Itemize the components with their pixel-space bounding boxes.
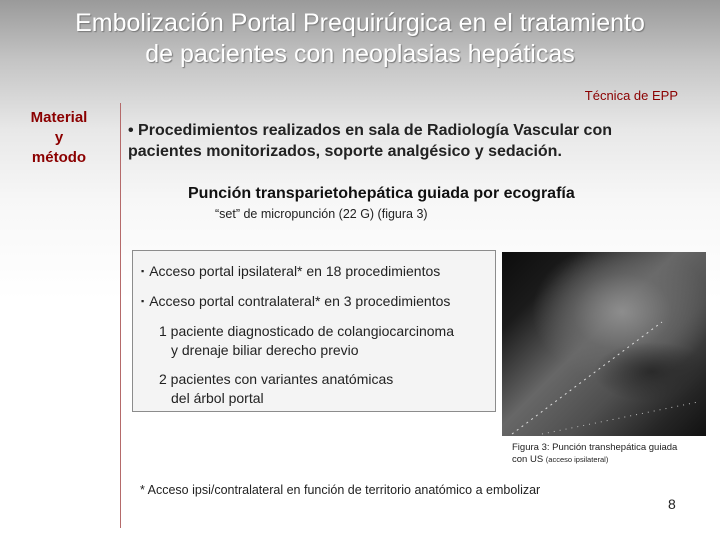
- page-number: 8: [668, 496, 676, 512]
- vertical-divider: [120, 103, 121, 528]
- sidebar-line-3: método: [31, 149, 87, 166]
- sidebar-label: [14, 108, 104, 168]
- ultrasound-image: [502, 252, 706, 436]
- sub-item-1-line-1: 1 paciente diagnosticado de colangiocarcinoma: [159, 323, 454, 339]
- set-text: “set” de micropunción (22 G) (figura 3): [215, 207, 428, 221]
- needle-track: [512, 322, 662, 434]
- sub-item-2-line-2: del árbol portal: [171, 390, 264, 406]
- bullet-ipsilateral: [141, 263, 440, 279]
- intro-paragraph: • Procedimientos realizados en sala de Radiología Vascular con pacientes monitorizados, soporte analgésico y sedación.: [128, 122, 612, 160]
- access-summary-box: [132, 250, 496, 412]
- title-line-1: Embolización Portal Prequirúrgica en el tratamiento: [75, 9, 645, 37]
- section-subtitle: Técnica de EPP: [584, 88, 678, 103]
- bullet-ipsilateral-text: Acceso portal ipsilateral* en 18 procedimientos: [149, 263, 441, 279]
- caption-line-2: con US: [512, 454, 544, 465]
- title-line-2: de pacientes con neoplasias hepáticas: [145, 40, 575, 68]
- caption-line-1: Figura 3: Punción transhepática guiada: [512, 442, 678, 453]
- section-heading: Punción transparietohepática guiada por ecografía: [188, 185, 575, 202]
- slide-title: [20, 8, 700, 70]
- figure-caption: [512, 442, 702, 466]
- sidebar-line-2: y: [54, 129, 64, 146]
- bullet-contralateral-text: Acceso portal contralateral* en 3 procedimientos: [149, 293, 451, 309]
- caption-line-2-small: (acceso ipsilateral): [545, 455, 609, 464]
- footnote: * Acceso ipsi/contralateral en función de territorio anatómico a embolizar: [140, 483, 541, 497]
- sub-item-2-line-1: 2 pacientes con variantes anatómicas: [159, 371, 394, 387]
- bullet-icon: ▪: [141, 266, 145, 276]
- sub-item-1-line-2: y drenaje biliar derecho previo: [171, 342, 359, 358]
- scan-dots: [542, 402, 698, 434]
- bullet-contralateral: [141, 293, 450, 309]
- sub-item-variantes: [159, 370, 393, 408]
- sub-item-colangiocarcinoma: [159, 322, 454, 360]
- ultrasound-overlay: [502, 252, 706, 436]
- sidebar-line-1: Material: [30, 109, 88, 126]
- bullet-icon: ▪: [141, 296, 145, 306]
